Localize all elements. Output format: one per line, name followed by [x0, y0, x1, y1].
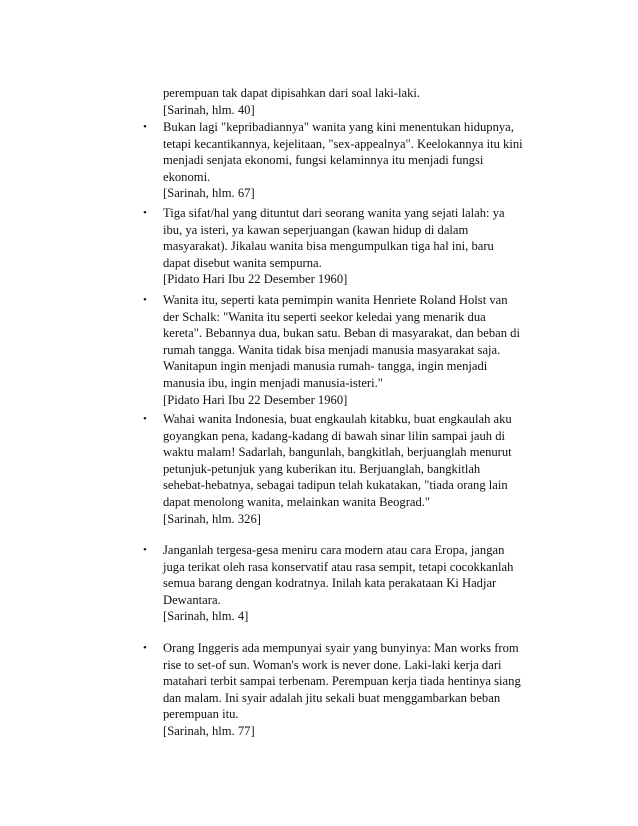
citation: [Pidato Hari Ibu 22 Desember 1960]: [163, 272, 348, 287]
bullet-icon: •: [143, 544, 147, 556]
text-line: masyarakat). Jikalau wanita bisa mengumpulkan tiga hal ini, baru: [163, 239, 494, 254]
text-line: goyangkan pena, kadang-kadang di bawah sinar lilin sampai jauh di: [163, 428, 506, 443]
bullet-icon: •: [143, 294, 147, 306]
text-line: kereta". Bebannya dua, bukan satu. Beban di masyarakat, dan beban di: [163, 326, 520, 341]
text-line: manusia ibu, ingin menjadi manusia-isteri.": [163, 375, 383, 390]
text-line: Wanitapun ingin menjadi manusia rumah- tangga, ingin menjadi: [163, 359, 488, 374]
quote-item: [163, 411, 533, 527]
text-line: Janganlah tergesa-gesa meniru cara modern atau cara Eropa, jangan: [163, 543, 505, 557]
text-line: perempuan tak dapat dipisahkan dari soal laki-laki.: [163, 86, 421, 100]
text-line: dan malam. Ini syair adalah jitu sekali buat menggambarkan beban: [163, 690, 501, 705]
text-line: Wahai wanita Indonesia, buat engkaulah kitabku, buat engkaulah aku: [163, 412, 512, 426]
text-line: rise to set-of sun. Woman's work is never done. Laki-laki kerja dari: [163, 657, 502, 672]
text-line: Dewantara.: [163, 592, 221, 607]
quote-item: [163, 640, 533, 740]
text-line: juga terikat oleh rasa konservatif atau rasa sempit, tetapi cocokkanlah: [163, 559, 514, 574]
quote-item: [163, 119, 533, 202]
text-line: perempuan itu.: [163, 707, 239, 722]
intro-paragraph: [163, 85, 533, 118]
bullet-icon: •: [143, 121, 147, 133]
text-line: ekonomi.: [163, 169, 211, 184]
text-line: Bukan lagi "kepribadiannya" wanita yang kini menentukan hidupnya,: [163, 120, 514, 134]
text-line: menjadi senjata ekonomi, fungsi kelaminnya itu menjadi fungsi: [163, 153, 484, 168]
bullet-icon: •: [143, 207, 147, 219]
text-line: ibu, ya isteri, ya kawan seperjuangan (kawan hidup di dalam: [163, 222, 469, 237]
citation: [Sarinah, hlm. 40]: [163, 102, 255, 117]
text-line: Tiga sifat/hal yang dituntut dari seorang wanita yang sejati lalah: ya: [163, 206, 505, 220]
citation: [Sarinah, hlm. 67]: [163, 186, 255, 201]
text-line: waktu malam! Sadarlah, bangunlah, bangkitlah, berjuanglah menurut: [163, 445, 512, 460]
citation: [Sarinah, hlm. 326]: [163, 511, 261, 526]
text-line: matahari terbit sampai terbenam. Perempuan kerja tiada hentinya siang: [163, 674, 521, 689]
text-line: dapat menolong wanita, melainkan wanita Beograd.": [163, 494, 431, 509]
text-line: petunjuk-petunjuk yang kuberikan itu. Berjuanglah, bangkitlah: [163, 461, 481, 476]
quote-item: [163, 292, 533, 408]
citation: [Pidato Hari Ibu 22 Desember 1960]: [163, 392, 348, 407]
text-line: tetapi kecantikannya, kejelitaan, "sex-appealnya". Keelokannya itu kini: [163, 136, 523, 151]
bullet-icon: •: [143, 413, 147, 425]
text-line: rumah tangga. Wanita tidak bisa menjadi manusia masyarakat saja.: [163, 342, 501, 357]
text-line: Orang Inggeris ada mempunyai syair yang bunyinya: Man works from: [163, 641, 519, 655]
text-line: der Schalk: "Wanita itu seperti seekor keledai yang menarik dua: [163, 309, 486, 324]
text-line: Wanita itu, seperti kata pemimpin wanita Henriete Roland Holst van: [163, 293, 508, 307]
citation: [Sarinah, hlm. 77]: [163, 723, 255, 738]
quote-item: [163, 542, 533, 625]
text-line: dapat disebut wanita sempurna.: [163, 255, 322, 270]
quote-item: [163, 205, 533, 288]
text-line: sehebat-hebatnya, sebagai tadipun telah kukatakan, "tiada orang lain: [163, 478, 508, 493]
text-line: semua barang dengan kodratnya. Inilah kata perakataan Ki Hadjar: [163, 576, 497, 591]
citation: [Sarinah, hlm. 4]: [163, 609, 249, 624]
bullet-icon: •: [143, 642, 147, 654]
